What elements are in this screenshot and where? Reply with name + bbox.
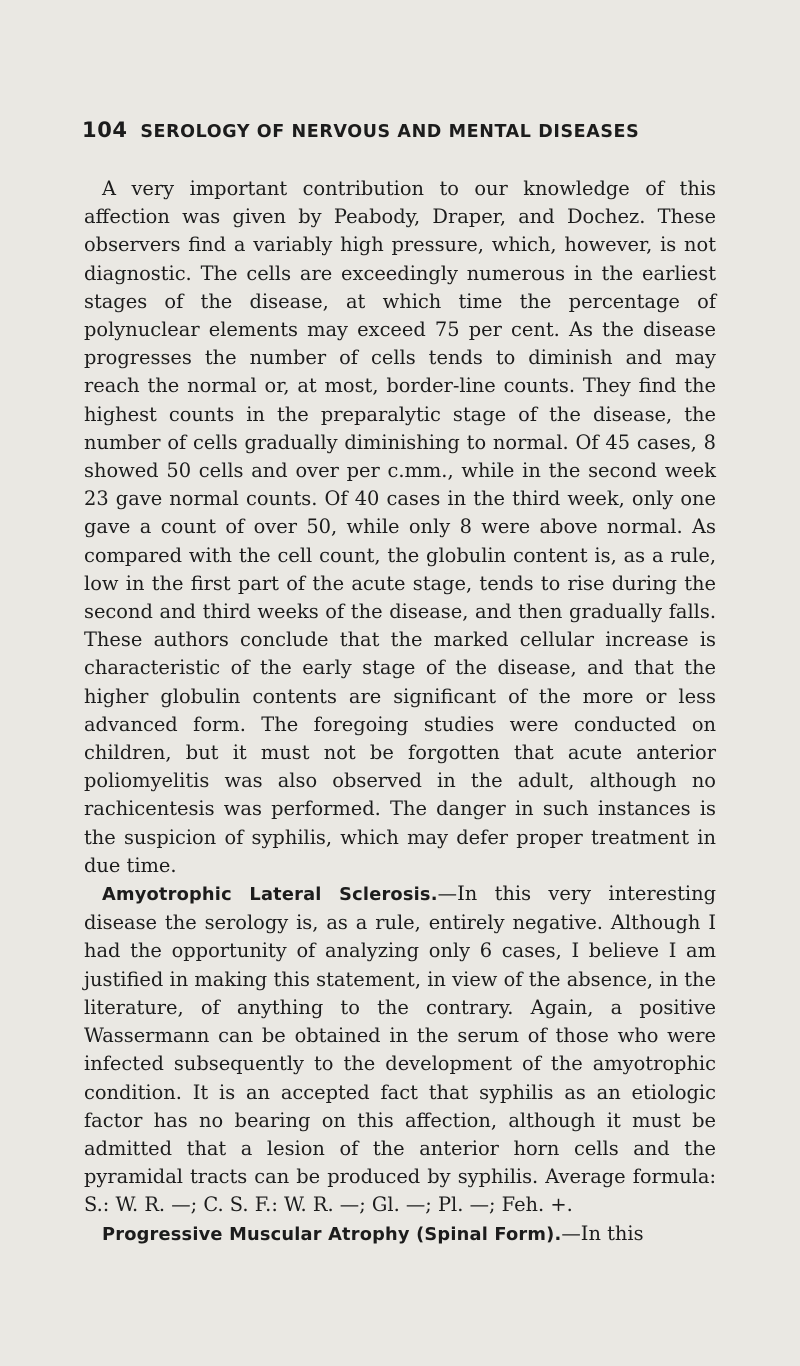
paragraph-progressive-muscular-atrophy <box>84 1220 716 1249</box>
paragraph-poliomyelitis <box>84 175 716 880</box>
page-number: 104 <box>82 118 128 142</box>
book-page <box>84 118 716 1249</box>
section-heading-als: Amyotrophic Lateral Sclerosis. <box>102 884 438 906</box>
paragraph-amyotrophic-lateral-sclerosis <box>84 880 716 1219</box>
running-title: SEROLOGY OF NERVOUS AND MENTAL DISEASES <box>140 122 640 142</box>
paragraph-text: A very important contribution to our knowledge of this affection was given by Peabody, Draper, and Dochez. These observers find a variably high pressure, which, however, is not diagnostic. The cells are exceedingly numerous in the earliest stages of the disease, at which time the percentage of polynuclear elements may exceed 75 per cent. As the disease progresses the number of cells tends to diminish and may reach the normal or, at most, border-line counts. They find the highest counts in the preparalytic stage of the disease, the number of cells gradually diminishing to normal. Of 45 cases, 8 showed 50 cells and over per c.mm., while in the second week 23 gave normal counts. Of 40 cases in the third week, only one gave a count of over 50, while only 8 were above normal. As compared with the cell count, the globulin content is, as a rule, low in the first part of the acute stage, tends to rise during the second and third weeks of the disease, and then gradually falls. These authors conclude that the marked cellular increase is characteristic of the early stage of the disease, and that the higher globulin contents are significant of the more or less advanced form. The foregoing studies were conducted on children, but it must not be forgotten that acute anterior poliomyelitis was also observed in the adult, although no rachicentesis was performed. The danger in such instances is the suspicion of syphilis, which may defer proper treatment in due time. <box>84 177 716 877</box>
running-head <box>82 118 716 144</box>
section-heading-pma: Progressive Muscular Atrophy (Spinal Form). <box>102 1223 562 1245</box>
paragraph-text: —In this <box>561 1221 644 1245</box>
paragraph-text: —In this very interesting disease the serology is, as a rule, entirely negative. Although I had the opportunity of analyzing only 6 cases, I believe I am justified in making this statement, in view of the absence, in the literature, of anything to the contrary. Again, a positive Wassermann can be obtained in the serum of those who were infected subsequently to the development of the amyotrophic condition. It is an accepted fact that syphilis as an etiologic factor has no bearing on this affection, although it must be admitted that a lesion of the anterior horn cells and the pyramidal tracts can be produced by syphilis. Average formula: S.: W. R. —; C. S. F.: W. R. —; Gl. —; Pl. —; Feh. +. <box>84 882 716 1217</box>
